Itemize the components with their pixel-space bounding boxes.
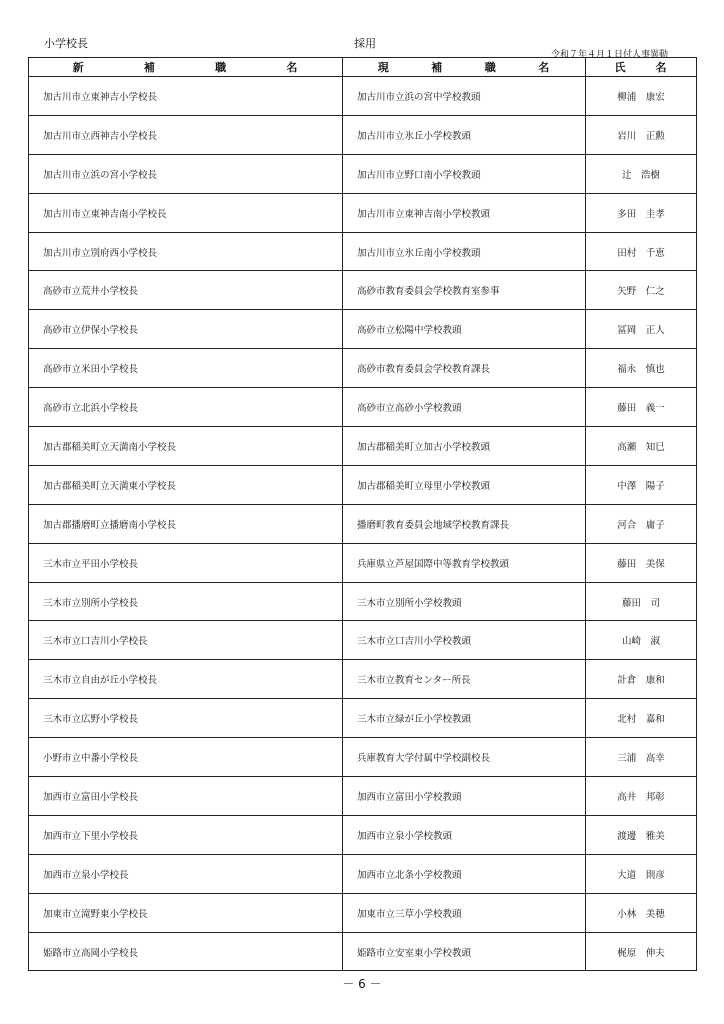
table-row [29, 77, 697, 116]
header-char: 名 [655, 61, 668, 74]
new-post-cell: 三木市立自由が丘小学校長 [29, 660, 343, 699]
name-cell: 高瀬 知巳 [586, 427, 697, 466]
current-post-cell: 姫路市立安室東小学校教頭 [343, 932, 586, 971]
category-label: 採用 [354, 37, 376, 50]
new-post-cell: 加古郡稲美町立天満南小学校長 [29, 427, 343, 466]
table-row [29, 232, 697, 271]
name-cell: 多田 圭孝 [586, 193, 697, 232]
new-post-cell: 加古川市立別府西小学校長 [29, 232, 343, 271]
column-header-name [586, 58, 697, 77]
current-post-cell: 三木市立別所小学校教頭 [343, 582, 586, 621]
new-post-cell: 小野市立中番小学校長 [29, 738, 343, 777]
table-row [29, 349, 697, 388]
current-post-cell: 三木市立口吉川小学校教頭 [343, 621, 586, 660]
table-row [29, 815, 697, 854]
page-number: － 6 － [342, 977, 382, 991]
name-cell: 田村 千恵 [586, 232, 697, 271]
current-post-cell: 加東市立三草小学校教頭 [343, 893, 586, 932]
new-post-cell: 加古郡稲美町立天満東小学校長 [29, 465, 343, 504]
name-cell: 福永 慎也 [586, 349, 697, 388]
table-row [29, 310, 697, 349]
current-post-cell: 加古川市立氷丘南小学校教頭 [343, 232, 586, 271]
name-cell: 山崎 淑 [586, 621, 697, 660]
section-title: 小学校長 [44, 37, 88, 50]
name-cell: 大道 則彦 [586, 854, 697, 893]
effective-date-note: 令和７年４月１日付人事異動 [550, 50, 668, 60]
table-row [29, 154, 697, 193]
table-row [29, 893, 697, 932]
new-post-cell: 加西市立泉小学校長 [29, 854, 343, 893]
current-post-cell: 三木市立教育センター所長 [343, 660, 586, 699]
header-char: 氏 [614, 61, 627, 74]
current-post-cell: 加古郡稲美町立母里小学校教頭 [343, 465, 586, 504]
table-header-row [29, 58, 697, 77]
table-row [29, 582, 697, 621]
column-header-current-post [343, 58, 586, 77]
current-post-cell: 兵庫教育大学付属中学校副校長 [343, 738, 586, 777]
current-post-cell: 三木市立緑が丘小学校教頭 [343, 699, 586, 738]
current-post-cell: 加古川市立氷丘小学校教頭 [343, 115, 586, 154]
new-post-cell: 高砂市立米田小学校長 [29, 349, 343, 388]
table-row [29, 193, 697, 232]
table-row [29, 854, 697, 893]
name-cell: 三浦 高幸 [586, 738, 697, 777]
header-char: 名 [286, 61, 299, 74]
current-post-cell: 加古川市立野口南小学校教頭 [343, 154, 586, 193]
current-post-cell: 加古川市立浜の宮中学校教頭 [343, 77, 586, 116]
name-cell: 梶原 伸夫 [586, 932, 697, 971]
new-post-cell: 加古川市立東神吉小学校長 [29, 77, 343, 116]
header-char: 名 [538, 61, 551, 74]
name-cell: 高井 邦彰 [586, 777, 697, 816]
name-cell: 小林 美穂 [586, 893, 697, 932]
column-header-new-post [29, 58, 343, 77]
name-cell: 北村 嘉和 [586, 699, 697, 738]
current-post-cell: 高砂市教育委員会学校教育課長 [343, 349, 586, 388]
table-row [29, 465, 697, 504]
table-row [29, 660, 697, 699]
current-post-cell: 加古川市立東神吉南小学校教頭 [343, 193, 586, 232]
header-char: 新 [72, 61, 85, 74]
new-post-cell: 加古川市立西神吉小学校長 [29, 115, 343, 154]
new-post-cell: 加古郡播磨町立播磨南小学校長 [29, 504, 343, 543]
name-cell: 河合 庸子 [586, 504, 697, 543]
name-cell: 矢野 仁之 [586, 271, 697, 310]
current-post-cell: 高砂市教育委員会学校教育室参事 [343, 271, 586, 310]
new-post-cell: 高砂市立北浜小学校長 [29, 388, 343, 427]
current-post-cell: 加西市立北条小学校教頭 [343, 854, 586, 893]
new-post-cell: 加古川市立東神吉南小学校長 [29, 193, 343, 232]
new-post-cell: 三木市立口吉川小学校長 [29, 621, 343, 660]
new-post-cell: 三木市立平田小学校長 [29, 543, 343, 582]
table-row [29, 504, 697, 543]
table-row [29, 777, 697, 816]
header-char: 職 [215, 61, 228, 74]
name-cell: 岩川 正勲 [586, 115, 697, 154]
current-post-cell: 播磨町教育委員会地域学校教育課長 [343, 504, 586, 543]
table-row [29, 271, 697, 310]
new-post-cell: 姫路市立高岡小学校長 [29, 932, 343, 971]
current-post-cell: 高砂市立松陽中学校教頭 [343, 310, 586, 349]
table-row [29, 621, 697, 660]
table-row [29, 427, 697, 466]
new-post-cell: 三木市立広野小学校長 [29, 699, 343, 738]
new-post-cell: 高砂市立荒井小学校長 [29, 271, 343, 310]
name-cell: 辻 浩樹 [586, 154, 697, 193]
table-row [29, 699, 697, 738]
current-post-cell: 高砂市立高砂小学校教頭 [343, 388, 586, 427]
new-post-cell: 加西市立下里小学校長 [29, 815, 343, 854]
current-post-cell: 加古郡稲美町立加古小学校教頭 [343, 427, 586, 466]
header-char: 現 [377, 61, 390, 74]
name-cell: 計倉 康和 [586, 660, 697, 699]
table-row [29, 388, 697, 427]
table-body [29, 77, 697, 971]
new-post-cell: 三木市立別所小学校長 [29, 582, 343, 621]
name-cell: 藤田 美保 [586, 543, 697, 582]
table-row [29, 115, 697, 154]
name-cell: 藤田 義一 [586, 388, 697, 427]
table-row [29, 932, 697, 971]
name-cell: 藤田 司 [586, 582, 697, 621]
new-post-cell: 加古川市立浜の宮小学校長 [29, 154, 343, 193]
table-row [29, 738, 697, 777]
header-char: 職 [484, 61, 497, 74]
personnel-table [28, 57, 697, 971]
name-cell: 渡邊 雅美 [586, 815, 697, 854]
current-post-cell: 兵庫県立芦屋国際中等教育学校教頭 [343, 543, 586, 582]
header-char: 補 [431, 61, 444, 74]
name-cell: 中澤 陽子 [586, 465, 697, 504]
header-char: 補 [143, 61, 156, 74]
new-post-cell: 加西市立富田小学校長 [29, 777, 343, 816]
new-post-cell: 高砂市立伊保小学校長 [29, 310, 343, 349]
current-post-cell: 加西市立富田小学校教頭 [343, 777, 586, 816]
new-post-cell: 加東市立滝野東小学校長 [29, 893, 343, 932]
name-cell: 冨岡 正人 [586, 310, 697, 349]
table-row [29, 543, 697, 582]
current-post-cell: 加西市立泉小学校教頭 [343, 815, 586, 854]
name-cell: 柳浦 康宏 [586, 77, 697, 116]
